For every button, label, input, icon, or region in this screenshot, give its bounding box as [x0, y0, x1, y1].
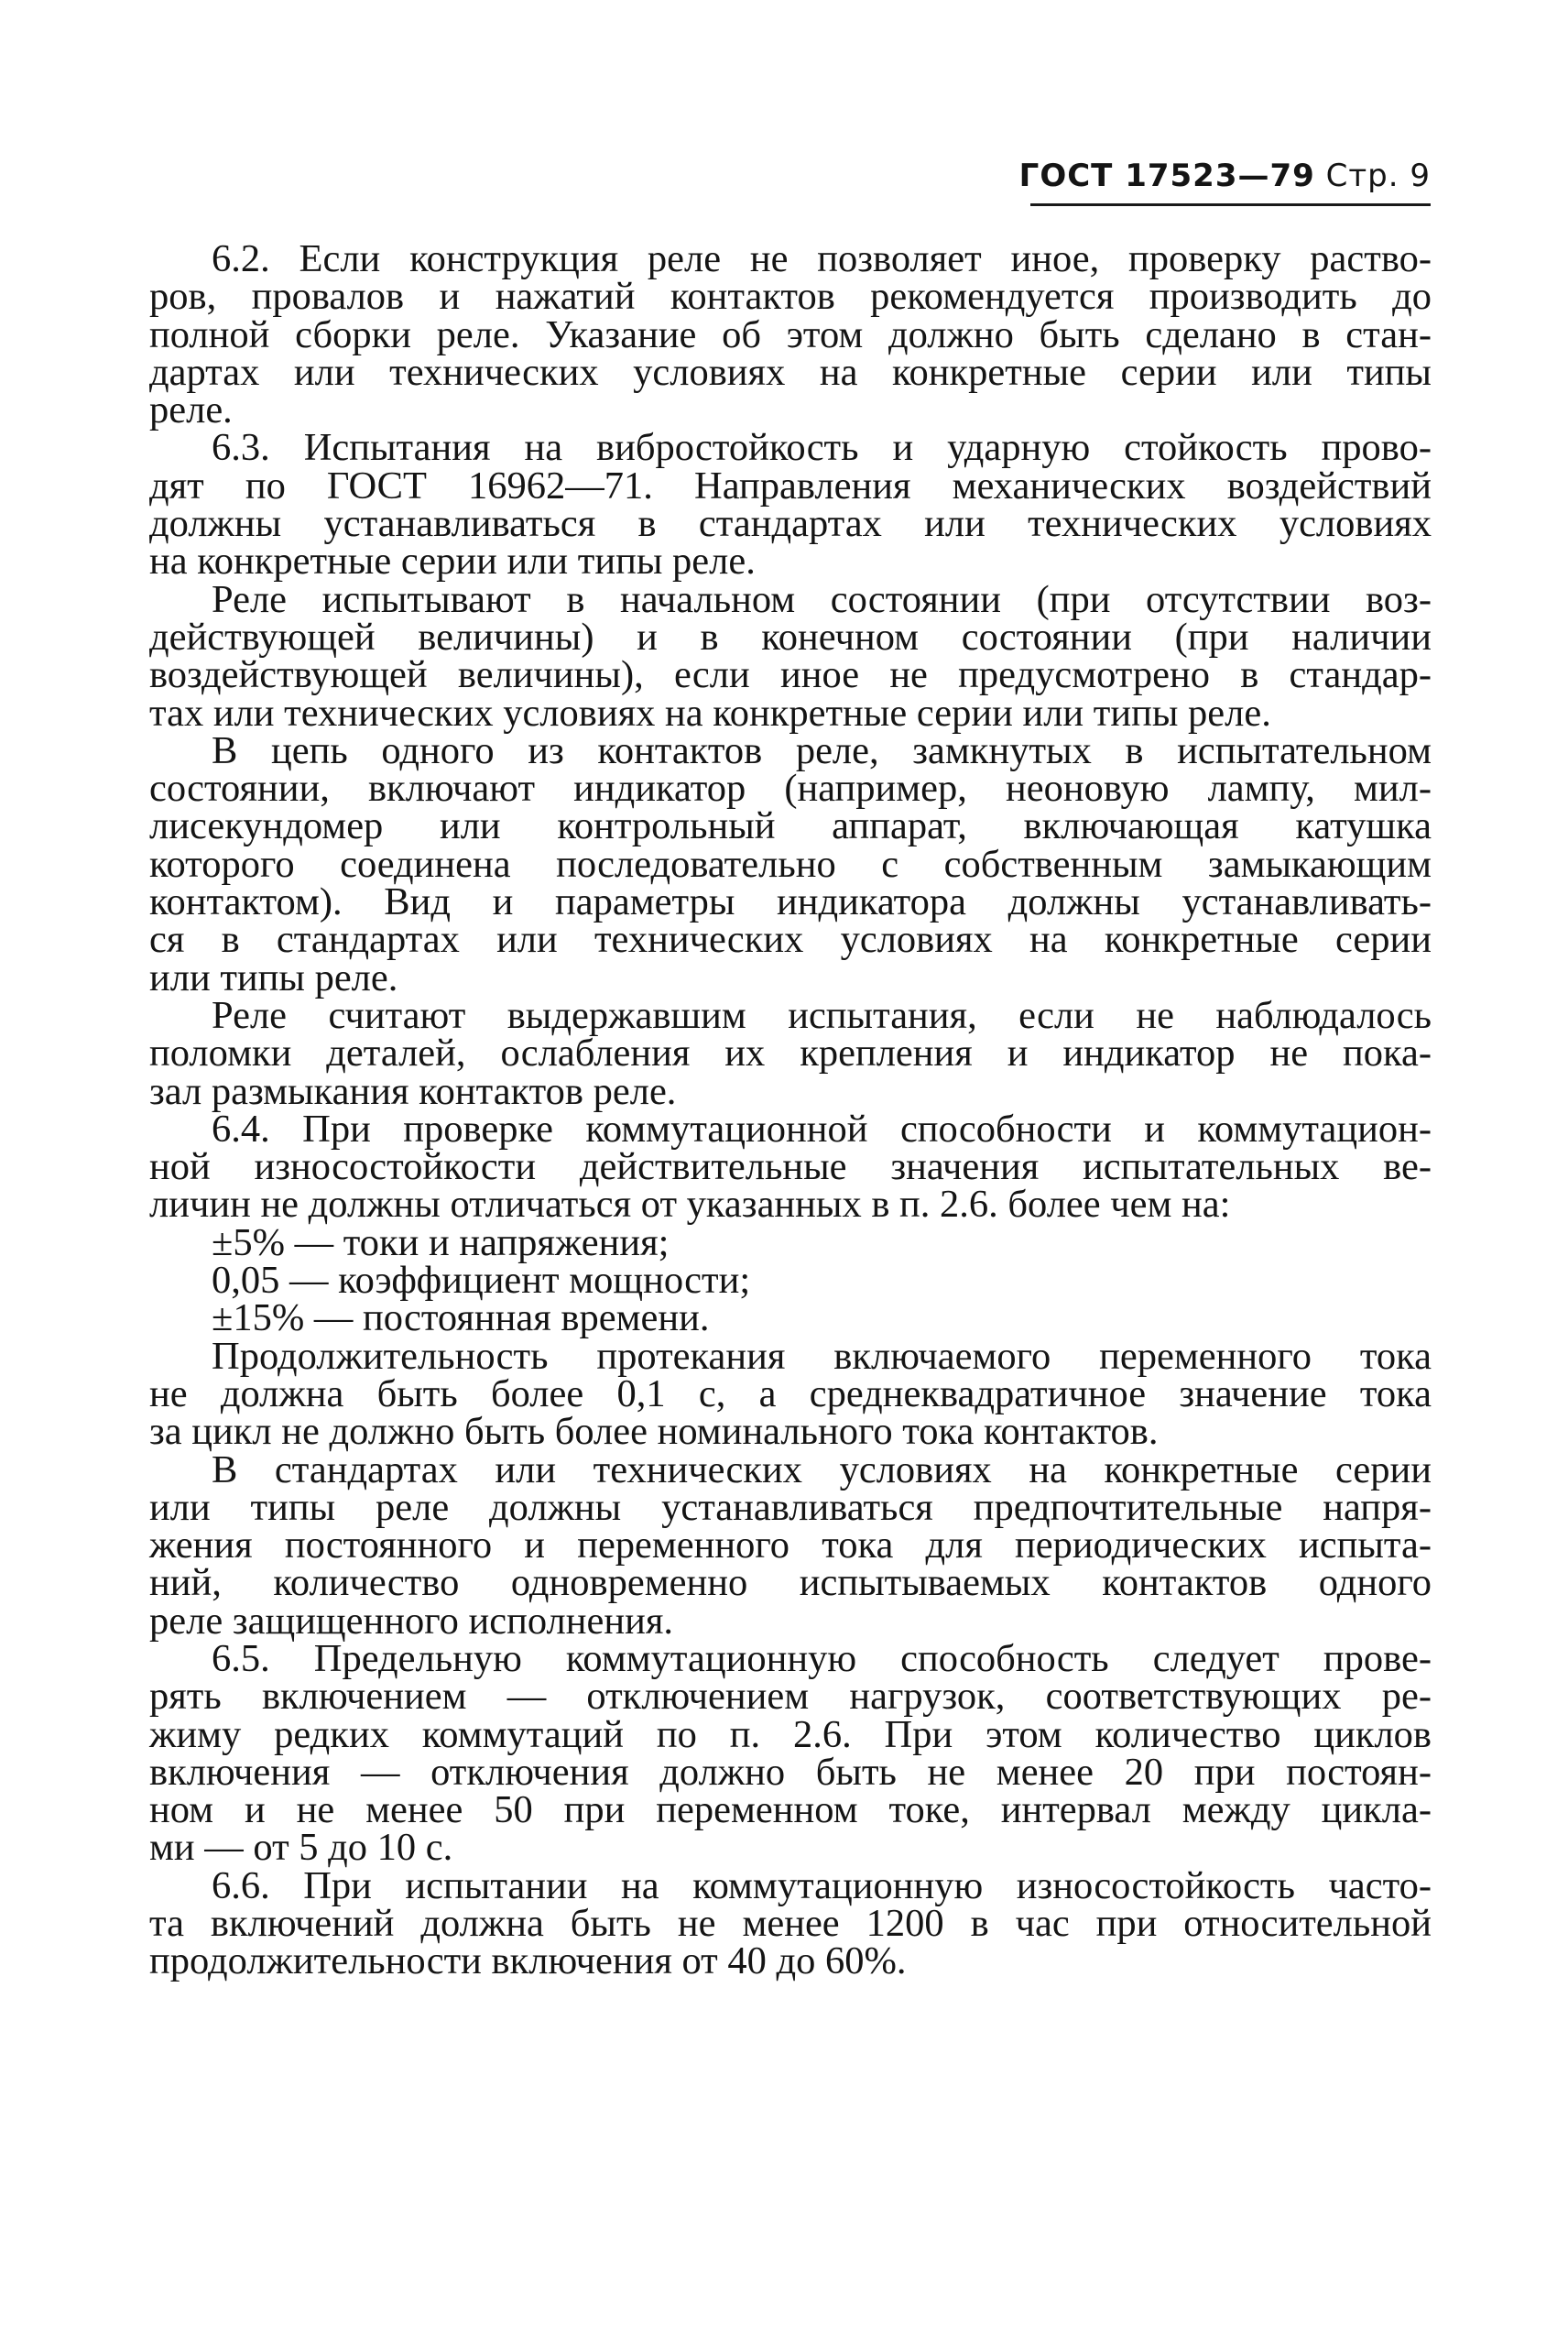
- paragraph-line: продолжительности включения от 40 до 60%.: [149, 1939, 907, 1983]
- header-rule: [1030, 203, 1431, 206]
- paragraph-first-line: В стандартах или технических условиях на конкретные серии: [212, 1447, 1432, 1491]
- paragraph-line: которого соединена последовательно с собственным замыкающим: [149, 842, 1432, 886]
- paragraph-line: реле защищенного исполнения.: [149, 1599, 674, 1643]
- list-item: ±15% — постоянная времени.: [212, 1296, 710, 1340]
- paragraph-first-line: Реле испытывают в начальном состоянии (при отсутствии воз-: [212, 577, 1432, 621]
- paragraph-line: ной износостойкости действительные значения испытательных ве-: [149, 1145, 1432, 1189]
- paragraph-line: ний, количество одновременно испытываемых контактов одного: [149, 1561, 1432, 1605]
- list-item: 0,05 — коэффициент мощности;: [212, 1259, 751, 1303]
- paragraph-line: состоянии, включают индикатор (например, неоновую лампу, мил-: [149, 767, 1432, 811]
- paragraph-line: ся в стандартах или технических условиях на конкретные серии: [149, 918, 1432, 962]
- paragraph-line: включения — отключения должно быть не менее 20 при постоян-: [149, 1750, 1432, 1794]
- standard-number: ГОСТ 17523—79: [1018, 158, 1315, 194]
- paragraph-line: жиму редких коммутаций по п. 2.6. При этом количество циклов: [149, 1712, 1432, 1756]
- paragraph-line: не должна быть более 0,1 с, а среднеквадратичное значение тока: [149, 1371, 1432, 1415]
- list-item: ±5% — токи и напряжения;: [212, 1220, 670, 1264]
- paragraph-line: ном и не менее 50 при переменном токе, интервал между цикла-: [149, 1788, 1432, 1832]
- paragraph-line: дят по ГОСТ 16962—71. Направления механических воздействий: [149, 464, 1432, 508]
- paragraph-line: должны устанавливаться в стандартах или технических условиях: [149, 502, 1432, 546]
- paragraph-line: или типы реле.: [149, 956, 398, 999]
- paragraph-first-line: 6.4. При проверке коммутационной способности и коммутацион-: [212, 1107, 1432, 1151]
- paragraph-line: та включений должна быть не менее 1200 в час при относительной: [149, 1902, 1432, 1946]
- paragraph-first-line: 6.3. Испытания на вибростойкость и ударную стойкость прово-: [212, 426, 1432, 470]
- paragraph-line: действующей величины) и в конечном состоянии (при наличии: [149, 615, 1432, 659]
- paragraph-first-line: Продолжительность протекания включаемого переменного тока: [212, 1334, 1432, 1378]
- paragraph-line: лисекундомер или контрольный аппарат, включающая катушка: [149, 804, 1432, 848]
- paragraph-line: жения постоянного и переменного тока для периодических испыта-: [149, 1523, 1432, 1567]
- paragraph-line: воздействующей величины), если иное не предусмотрено в стандар-: [149, 653, 1432, 697]
- paragraph-line: реле.: [149, 388, 233, 432]
- paragraph-line: на конкретные серии или типы реле.: [149, 540, 756, 584]
- paragraph-line: рять включением — отключением нагрузок, соответствующих ре-: [149, 1675, 1432, 1719]
- paragraph-line: полной сборки реле. Указание об этом должно быть сделано в стан-: [149, 312, 1432, 356]
- paragraph-line: контактом). Вид и параметры индикатора должны устанавливать-: [149, 880, 1432, 924]
- paragraph-line: зал размыкания контактов реле.: [149, 1069, 677, 1113]
- paragraph-first-line: 6.6. При испытании на коммутационную износостойкость часто-: [212, 1863, 1432, 1907]
- paragraph-first-line: В цепь одного из контактов реле, замкнутых в испытательном: [212, 728, 1432, 772]
- paragraph-first-line: Реле считают выдержавшим испытания, если не наблюдалось: [212, 993, 1432, 1037]
- paragraph-line: дартах или технических условиях на конкретные серии или типы: [149, 350, 1432, 394]
- paragraph-line: поломки деталей, ослабления их крепления и индикатор не пока-: [149, 1032, 1432, 1076]
- paragraph-line: тах или технических условиях на конкретные серии или типы реле.: [149, 691, 1271, 735]
- page-number: Стр. 9: [1325, 158, 1431, 194]
- page-header: [1019, 158, 1431, 194]
- paragraph-first-line: 6.2. Если конструкция реле не позволяет иное, проверку раство-: [212, 237, 1432, 280]
- paragraph-line: за цикл не должно быть более номинального тока контактов.: [149, 1410, 1159, 1454]
- paragraph-line: личин не должны отличаться от указанных в п. 2.6. более чем на:: [149, 1183, 1231, 1227]
- paragraph-line: ми — от 5 до 10 с.: [149, 1826, 453, 1870]
- paragraph-first-line: 6.5. Предельную коммутационную способность следует прове-: [212, 1636, 1432, 1680]
- paragraph-line: ров, провалов и нажатий контактов рекомендуется производить до: [149, 275, 1432, 319]
- paragraph-line: или типы реле должны устанавливаться предпочтительные напря-: [149, 1485, 1432, 1529]
- document-body: [149, 237, 1432, 1983]
